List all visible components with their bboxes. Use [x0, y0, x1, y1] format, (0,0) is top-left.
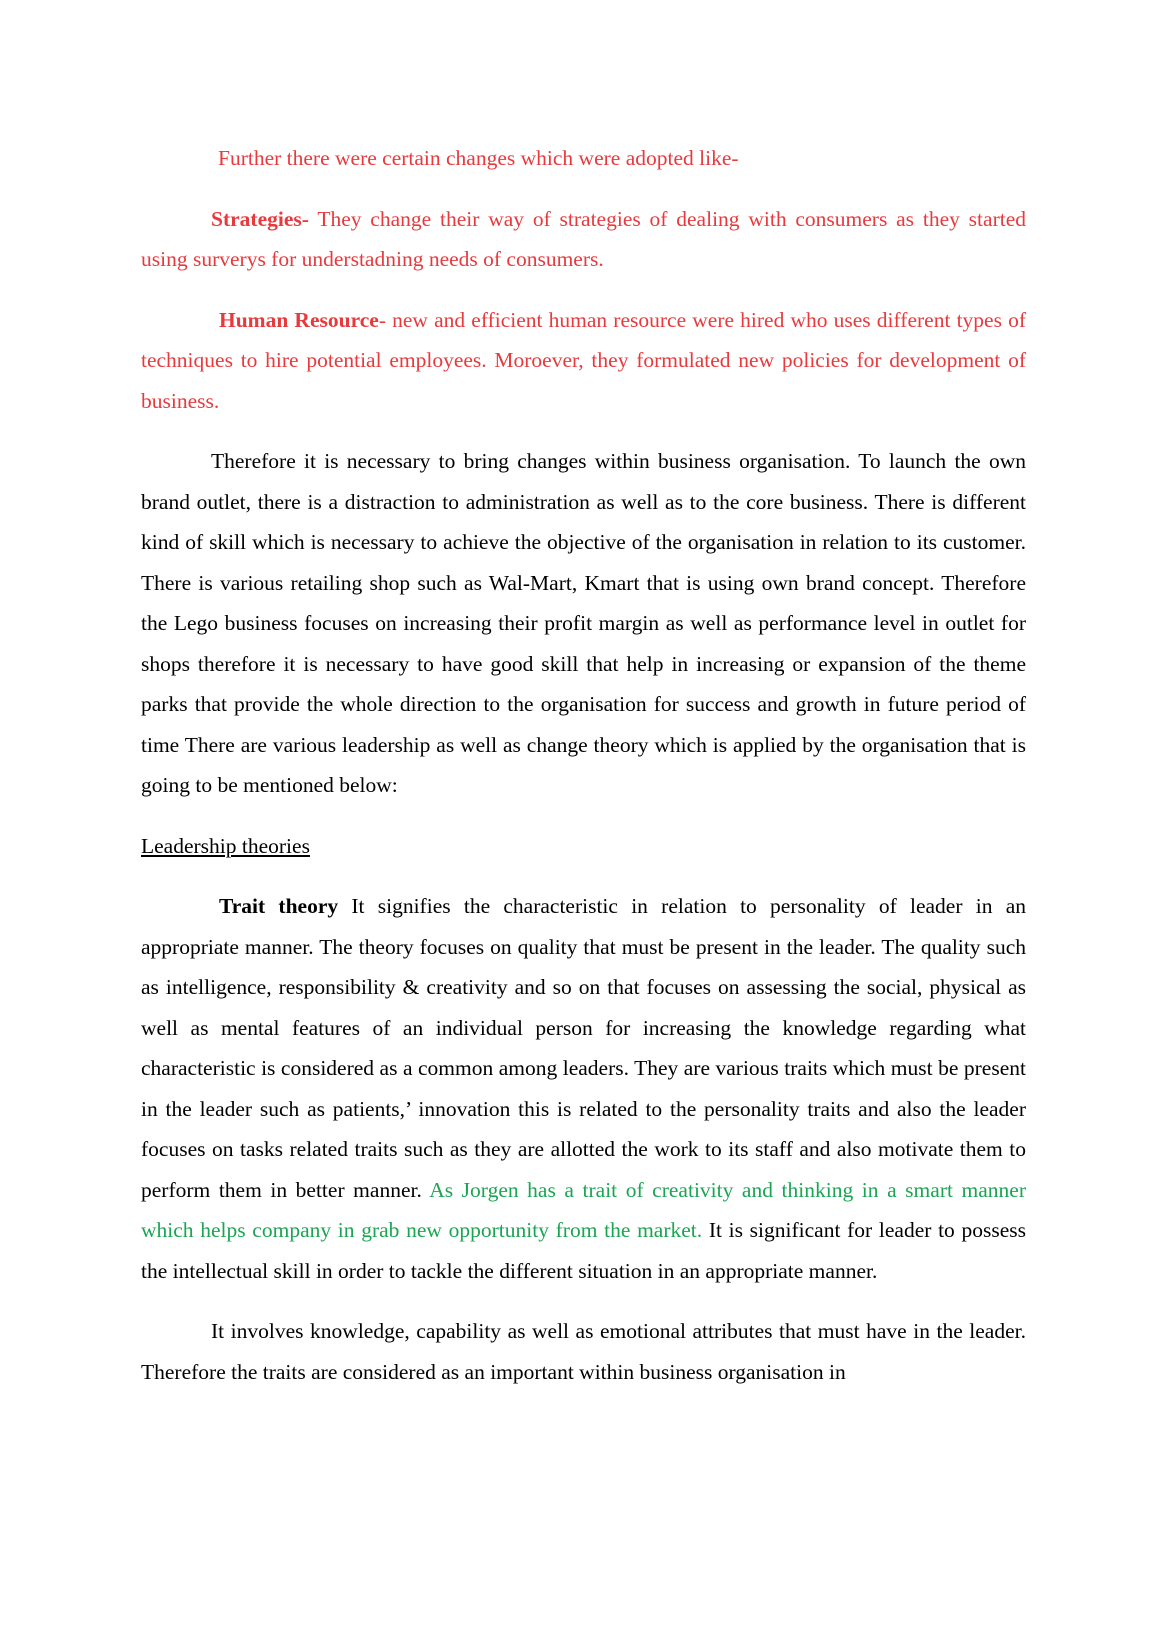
document-body: [141, 138, 1026, 1412]
change-paragraph: Therefore it is necessary to bring changes within business organisation. To launch the own brand outlet, there is a distraction to administration as well as to the core business. There is different kind of skill which is necessary to achieve the objective of the organisation in relation to its customer. There is various retailing shop such as Wal-Mart, Kmart that is using own brand concept. Therefore the Lego business focuses on increasing their profit margin as well as performance level in outlet for shops therefore it is necessary to have good skill that help in increasing or expansion of the theme parks that provide the whole direction to the organisation for success and growth in future period of time There are various leadership as well as change theory which is applied by the organisation that is going to be mentioned below:: [141, 449, 1026, 797]
trait-theory-paragraph: [141, 886, 1026, 1291]
human-resource-dash: -: [378, 307, 386, 332]
intro-line: Further there were certain changes which were adopted like-: [218, 146, 739, 170]
human-resource-paragraph: [141, 300, 1026, 422]
trait-theory-text: It signifies the characteristic in relation to personality of leader in an appropriate manner. The theory focuses on quality that must be present in the leader. The quality such as intelligence, responsibility & creativity and so on that focuses on assessing the social, physical as well as mental features of an individual person for increasing the knowledge regarding what characteristic is considered as a common among leaders. They are various traits which must be present in the leader such as patients,’ innovation this is related to the personality traits and also the leader focuses on tasks related traits such as they are allotted the work to its staff and also motivate them to perform them in better manner.: [141, 894, 1026, 1202]
strategies-text: They change their way of strategies of dealing with consumers as they started using surverys for understadning needs of consumers.: [141, 206, 1026, 271]
last-paragraph: It involves knowledge, capability as well as emotional attributes that must have in the leader. Therefore the traits are considered as an important within business organisation in: [141, 1319, 1026, 1384]
human-resource-term: Human Resource: [219, 307, 379, 332]
human-resource-text: new and efficient human resource were hired who uses different types of techniques to hire potential employees. Moroever, they formulated new policies for development of business.: [141, 307, 1026, 413]
strategies-paragraph: [141, 199, 1026, 280]
leadership-theories-heading: Leadership theories: [141, 833, 310, 858]
trait-theory-example: As Jorgen has a trait of creativity and thinking in a smart manner which helps company in grab new opportunity from the market.: [141, 1177, 1026, 1242]
trait-theory-term: Trait theory: [219, 894, 339, 918]
trait-theory-conclusion: It is significant for leader to possess the intellectual skill in order to tackle the different situation in an appropriate manner.: [141, 1218, 1027, 1283]
strategies-term: Strategies-: [211, 206, 309, 231]
